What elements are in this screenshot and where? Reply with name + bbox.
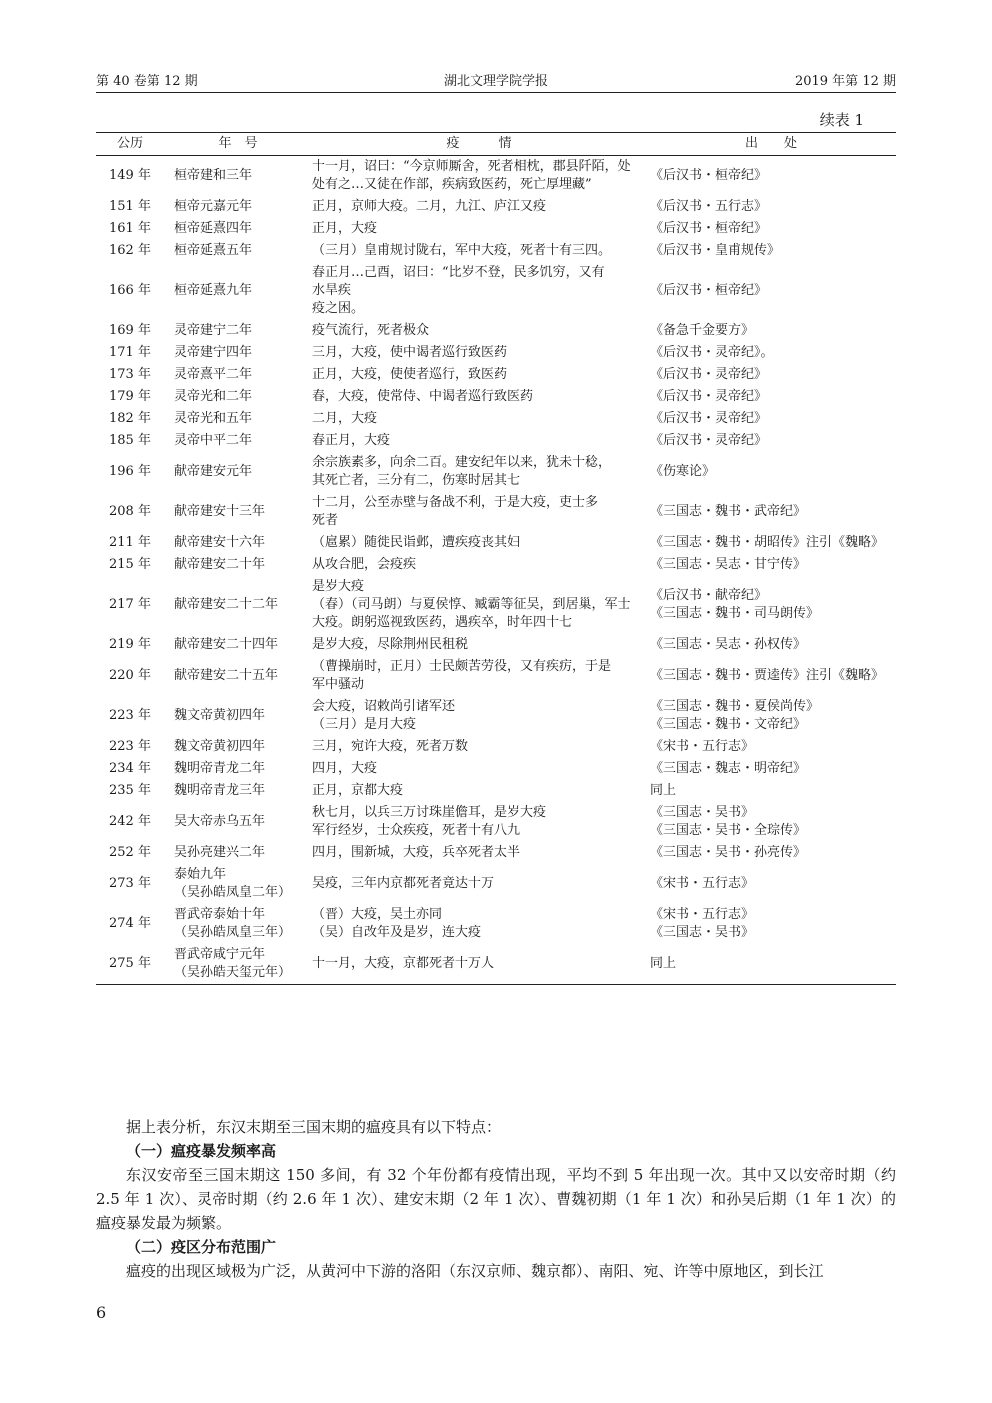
cell-year: 220 年 (109, 668, 151, 683)
cell-event (312, 492, 646, 532)
cell-source-line: 《宋书・五行志》 (650, 876, 755, 891)
table-row (96, 262, 896, 320)
cell-year: 173 年 (109, 367, 151, 382)
cell-event (312, 240, 646, 262)
table-row (96, 156, 896, 197)
cell-era (164, 156, 312, 197)
table-row (96, 364, 896, 386)
cell-era-line: 魏文帝黄初四年 (174, 739, 266, 754)
table-header-row (96, 133, 896, 156)
cell-event-line: （春）（司马朗）与夏侯惇、臧霸等征吴，到居巢，军士 (312, 597, 631, 612)
cell-source-line: 《三国志・魏志・明帝纪》 (650, 761, 807, 776)
cell-event-line: 会大疫，诏敕尚引诸军还 (312, 699, 456, 714)
cell-source-line: 《后汉书・灵帝纪》 (650, 433, 768, 448)
cell-source (646, 364, 896, 386)
cell-year: 217 年 (109, 597, 151, 612)
cell-era (164, 634, 312, 656)
cell-event (312, 320, 646, 342)
cell-event-line: 正月，大疫 (312, 221, 378, 236)
cell-era (164, 864, 312, 904)
cell-event-line: 余宗族素多，向余二百。建安纪年以来，犹未十稔， (312, 455, 612, 470)
cell-source-line: 《三国志・魏书・夏侯尚传》 (650, 699, 820, 714)
cell-source (646, 780, 896, 802)
cell-year: 196 年 (109, 464, 151, 479)
cell-event (312, 452, 646, 492)
cell-event-line: 大疫。朗躬巡视致医药，遇疾卒，时年四十七 (312, 615, 573, 630)
cell-event (312, 802, 646, 842)
cell-era-line: 献帝建安二十四年 (174, 637, 279, 652)
cell-source (646, 408, 896, 430)
cell-event-line: （晋）大疫，吴土亦同 (312, 907, 443, 922)
table-row (96, 240, 896, 262)
cell-event-line: 三月，大疫，使中谒者巡行致医药 (312, 345, 508, 360)
cell-event (312, 576, 646, 634)
cell-source-line: 《三国志・魏书・贾逵传》注引《魏略》 (650, 668, 885, 683)
cell-year: 182 年 (109, 411, 151, 426)
header-rule (96, 92, 896, 93)
cell-year: 219 年 (109, 637, 151, 652)
cell-era (164, 758, 312, 780)
header-issue: 2019 年第 12 期 (794, 74, 896, 89)
cell-event-line: 水旱疾 (312, 283, 352, 298)
cell-source-line: 《三国志・吴书》 (650, 805, 755, 820)
cell-event-line: 处有之…又徒在作部，疾病致医药，死亡厚埋藏” (312, 177, 592, 192)
cell-era (164, 408, 312, 430)
cell-event-line: 四月，围新城，大疫，兵卒死者太半 (312, 845, 521, 860)
cell-era (164, 736, 312, 758)
cell-source-line: 《宋书・五行志》 (650, 907, 755, 922)
cell-event (312, 532, 646, 554)
cell-event-line: 疫气流行，死者极众 (312, 323, 430, 338)
cell-source-line: 《后汉书・献帝纪》 (650, 588, 768, 603)
cell-event (312, 758, 646, 780)
table-row (96, 452, 896, 492)
cell-source (646, 156, 896, 197)
cell-event-line: 是岁大疫，尽除荆州民租税 (312, 637, 469, 652)
table-row (96, 576, 896, 634)
cell-era-line: 吴孙亮建兴二年 (174, 845, 266, 860)
table-row (96, 944, 896, 985)
cell-year: 149 年 (109, 168, 151, 183)
cell-source-line: 《伤寒论》 (650, 464, 716, 479)
cell-event (312, 554, 646, 576)
cell-era-line: 桓帝延熹五年 (174, 243, 253, 258)
cell-era-line: 魏明帝青龙三年 (174, 783, 266, 798)
cell-era (164, 342, 312, 364)
header-journal: 湖北文理学院学报 (443, 74, 548, 89)
table-row (96, 386, 896, 408)
table-row (96, 196, 896, 218)
cell-era (164, 218, 312, 240)
cell-source (646, 532, 896, 554)
cell-year: 215 年 (109, 557, 151, 572)
cell-event-line: 四月，大疫 (312, 761, 378, 776)
section-heading-1: （一）瘟疫暴发频率高 (126, 1142, 277, 1160)
cell-source-line: 《后汉书・灵帝纪》。 (650, 345, 774, 360)
cell-source-line: 《三国志・吴书》 (650, 925, 755, 940)
cell-source (646, 386, 896, 408)
cell-source-line: 《后汉书・五行志》 (650, 199, 768, 214)
cell-year: 185 年 (109, 433, 151, 448)
cell-source-line: 同上 (650, 783, 677, 798)
col-header-year: 公历 (96, 133, 164, 156)
cell-source (646, 944, 896, 985)
table-row (96, 342, 896, 364)
cell-event-line: 吴疫，三年内京都死者竟达十万 (312, 876, 495, 891)
table-row (96, 842, 896, 864)
cell-era (164, 842, 312, 864)
cell-event-line: 军行经岁，士众疾疫，死者十有八九 (312, 823, 521, 838)
cell-year: 179 年 (109, 389, 151, 404)
cell-year: 223 年 (109, 739, 151, 754)
table-row (96, 780, 896, 802)
table-row (96, 554, 896, 576)
cell-era-line: 魏文帝黄初四年 (174, 708, 266, 723)
cell-era (164, 320, 312, 342)
table-row (96, 320, 896, 342)
cell-era-line: 灵帝建宁四年 (174, 345, 253, 360)
cell-era (164, 262, 312, 320)
cell-source-line: 《三国志・魏书・胡昭传》注引《魏略》 (650, 535, 885, 550)
cell-event-line: 二月，大疫 (312, 411, 378, 426)
cell-event (312, 342, 646, 364)
cell-event (312, 634, 646, 656)
cell-year: 274 年 (109, 916, 151, 931)
cell-year: 162 年 (109, 243, 151, 258)
cell-era-line: （吴孙皓凤皇二年） (174, 885, 292, 900)
cell-year: 171 年 (109, 345, 151, 360)
cell-year: 275 年 (96, 944, 164, 985)
cell-event (312, 780, 646, 802)
cell-era-line: 灵帝光和五年 (174, 411, 253, 426)
cell-source-line: 《三国志・魏书・司马朗传》 (650, 606, 820, 621)
table-row (96, 218, 896, 240)
cell-source-line: 《后汉书・灵帝纪》 (650, 389, 768, 404)
cell-source (646, 342, 896, 364)
cell-source-line: 《三国志・吴志・甘宁传》 (650, 557, 807, 572)
cell-source-line: 《后汉书・桓帝纪》 (650, 221, 768, 236)
cell-year: 211 年 (109, 535, 151, 550)
cell-year: 161 年 (109, 221, 151, 236)
cell-era (164, 802, 312, 842)
cell-event-line: （曹操崩时，正月）士民颇苦劳役，又有疾疠，于是 (312, 659, 612, 674)
table-row (96, 430, 896, 452)
cell-event-line: 从攻合肥，会疫疾 (312, 557, 417, 572)
cell-era-line: 献帝建安二十五年 (174, 668, 279, 683)
cell-event (312, 696, 646, 736)
cell-event-line: 正月，京师大疫。二月，九江、庐江又疫 (312, 199, 547, 214)
table-row (96, 758, 896, 780)
cell-source-line: 《三国志・魏书・武帝纪》 (650, 504, 807, 519)
cell-year: 208 年 (109, 504, 151, 519)
cell-source-line: 《三国志・吴书・孙亮传》 (650, 845, 807, 860)
cell-event (312, 196, 646, 218)
cell-event (312, 864, 646, 904)
cell-source (646, 196, 896, 218)
page-number: 6 (96, 1303, 107, 1322)
table-row (96, 532, 896, 554)
table-body (96, 156, 896, 985)
cell-source (646, 842, 896, 864)
paragraph-section-1: 东汉安帝至三国末期这 150 多间，有 32 个年份都有疫情出现，平均不到 5 年出现一次。其中又以安帝时期（约 2.5 年 1 次）、灵帝时期（约 2.6 年 1 次）、建安末期（2 年 1 次）、曹魏初期（1 年 1 次）和孙吴后期（1 年 1 次）的瘟疫暴发最为频繁。 (96, 1166, 896, 1232)
cell-source (646, 576, 896, 634)
cell-era-line: 献帝建安十六年 (174, 535, 266, 550)
cell-era (164, 904, 312, 944)
cell-era-line: 吴大帝赤乌五年 (174, 814, 266, 829)
cell-era-line: 灵帝建宁二年 (174, 323, 253, 338)
cell-source-line: 《备急千金要方》 (650, 323, 755, 338)
cell-event-line: （三月）是月大疫 (312, 717, 417, 732)
cell-era (164, 944, 312, 985)
cell-source-line: 《三国志・吴书・全琮传》 (650, 823, 807, 838)
cell-source (646, 904, 896, 944)
cell-source (646, 758, 896, 780)
cell-source (646, 218, 896, 240)
cell-event-line: （扈累）随徙民诣邺，遭疾疫丧其妇 (312, 535, 521, 550)
cell-event-line: 死者 (312, 513, 339, 528)
cell-source-line: 《后汉书・皇甫规传》 (650, 243, 781, 258)
cell-era (164, 386, 312, 408)
cell-event-line: 十一月，诏曰：“今京师厮舍，死者相枕，郡县阡陌，处 (312, 159, 631, 174)
table-row (96, 802, 896, 842)
cell-year: 242 年 (109, 814, 151, 829)
table-row (96, 736, 896, 758)
table-row (96, 408, 896, 430)
cell-source-line: 《后汉书・桓帝纪》 (650, 168, 768, 183)
cell-event-line: 三月，宛许大疫，死者万数 (312, 739, 469, 754)
cell-event (312, 430, 646, 452)
cell-source-line: 《后汉书・灵帝纪》 (650, 411, 768, 426)
cell-event-line: （吴）自改年及是岁，连大疫 (312, 925, 482, 940)
col-header-source: 出 处 (646, 133, 896, 156)
cell-source-line: 《三国志・吴志・孙权传》 (650, 637, 807, 652)
col-header-event: 疫 情 (312, 133, 646, 156)
cell-event-line: 正月，京都大疫 (312, 783, 404, 798)
cell-era-line: 桓帝建和三年 (174, 168, 253, 183)
cell-source-line: 同上 (650, 956, 677, 971)
cell-event-line: 十一月，大疫，京都死者十万人 (312, 956, 495, 971)
cell-era-line: 灵帝熹平二年 (174, 367, 253, 382)
cell-source (646, 430, 896, 452)
cell-event-line: 正月，大疫，使使者巡行，致医药 (312, 367, 508, 382)
cell-source-line: 《后汉书・灵帝纪》 (650, 367, 768, 382)
cell-year: 252 年 (109, 845, 151, 860)
cell-source-line: 《后汉书・桓帝纪》 (650, 283, 768, 298)
cell-event (312, 218, 646, 240)
cell-source (646, 262, 896, 320)
cell-event (312, 904, 646, 944)
epidemic-table (96, 132, 896, 985)
cell-event-line: 春正月…己酉，诏曰：“比岁不登，民多饥穷，又有 (312, 265, 605, 280)
cell-era-line: 魏明帝青龙二年 (174, 761, 266, 776)
cell-era (164, 554, 312, 576)
cell-era (164, 696, 312, 736)
cell-event (312, 364, 646, 386)
cell-era-line: 泰始九年 (174, 867, 227, 882)
cell-era (164, 196, 312, 218)
table-row (96, 634, 896, 656)
table-row (96, 864, 896, 904)
cell-event (312, 842, 646, 864)
cell-era-line: 灵帝光和二年 (174, 389, 253, 404)
cell-year: 235 年 (109, 783, 151, 798)
table-row (96, 696, 896, 736)
cell-event (312, 408, 646, 430)
cell-era-line: 献帝建安二十二年 (174, 597, 279, 612)
cell-event-line: 秋七月，以兵三万讨珠崖儋耳，是岁大疫 (312, 805, 547, 820)
table-row (96, 492, 896, 532)
cell-era (164, 240, 312, 262)
cell-source (646, 452, 896, 492)
col-header-era: 年 号 (164, 133, 312, 156)
cell-event-line: 十二月，公至赤壁与备战不利，于是大疫，吏士多 (312, 495, 599, 510)
cell-source (646, 736, 896, 758)
cell-source (646, 696, 896, 736)
cell-era-line: 桓帝元嘉元年 (174, 199, 253, 214)
cell-era-line: 灵帝中平二年 (174, 433, 253, 448)
cell-event (312, 386, 646, 408)
cell-era-line: 献帝建安元年 (174, 464, 253, 479)
cell-source (646, 240, 896, 262)
cell-year: 151 年 (109, 199, 151, 214)
cell-year: 169 年 (109, 323, 151, 338)
cell-source (646, 864, 896, 904)
cell-source (646, 320, 896, 342)
cell-era (164, 656, 312, 696)
cell-source (646, 802, 896, 842)
cell-year: 234 年 (109, 761, 151, 776)
cell-era (164, 576, 312, 634)
cell-era (164, 492, 312, 532)
paragraph-section-2: 瘟疫的出现区域极为广泛，从黄河中下游的洛阳（东汉京师、魏京都）、南阳、宛、许等中原地区，到长江 (126, 1262, 824, 1280)
cell-event (312, 262, 646, 320)
cell-era (164, 430, 312, 452)
cell-event (312, 944, 646, 985)
cell-era-line: 晋武帝泰始十年 (174, 907, 266, 922)
running-header (96, 70, 896, 90)
cell-event-line: 其死亡者，三分有二，伤寒时居其七 (312, 473, 521, 488)
cell-event-line: 是岁大疫 (312, 579, 365, 594)
table-row (96, 904, 896, 944)
cell-era-line: （吴孙皓天玺元年） (174, 965, 292, 980)
cell-source-line: 《宋书・五行志》 (650, 739, 755, 754)
cell-source (646, 554, 896, 576)
cell-era (164, 532, 312, 554)
cell-era-line: （吴孙皓凤皇三年） (174, 925, 292, 940)
cell-source-line: 《三国志・魏书・文帝纪》 (650, 717, 807, 732)
article-body (96, 1115, 896, 1283)
cell-event (312, 156, 646, 197)
cell-event-line: 春，大疫，使常侍、中谒者巡行致医药 (312, 389, 534, 404)
section-heading-2: （二）疫区分布范围广 (126, 1238, 277, 1256)
cell-era-line: 献帝建安二十年 (174, 557, 266, 572)
cell-era-line: 晋武帝咸宁元年 (174, 947, 266, 962)
cell-source (646, 656, 896, 696)
cell-era (164, 452, 312, 492)
cell-event-line: 春正月，大疫 (312, 433, 391, 448)
header-volume: 第 40 卷第 12 期 (96, 74, 198, 89)
cell-era-line: 桓帝延熹九年 (174, 283, 253, 298)
cell-era-line: 桓帝延熹四年 (174, 221, 253, 236)
cell-event-line: （三月）皇甫规讨陇右，军中大疫，死者十有三四。 (312, 243, 612, 258)
cell-year: 223 年 (109, 708, 151, 723)
cell-year: 166 年 (109, 283, 151, 298)
cell-event-line: 疫之困。 (312, 301, 365, 316)
cell-event (312, 736, 646, 758)
cell-event-line: 军中骚动 (312, 677, 365, 692)
cell-year: 273 年 (109, 876, 151, 891)
cell-source (646, 634, 896, 656)
table-continuation-label: 续表 1 (819, 111, 864, 129)
paragraph-intro: 据上表分析，东汉末期至三国末期的瘟疫具有以下特点： (126, 1118, 502, 1136)
cell-era-line: 献帝建安十三年 (174, 504, 266, 519)
cell-era (164, 780, 312, 802)
table-row (96, 656, 896, 696)
cell-era (164, 364, 312, 386)
cell-source (646, 492, 896, 532)
cell-event (312, 656, 646, 696)
